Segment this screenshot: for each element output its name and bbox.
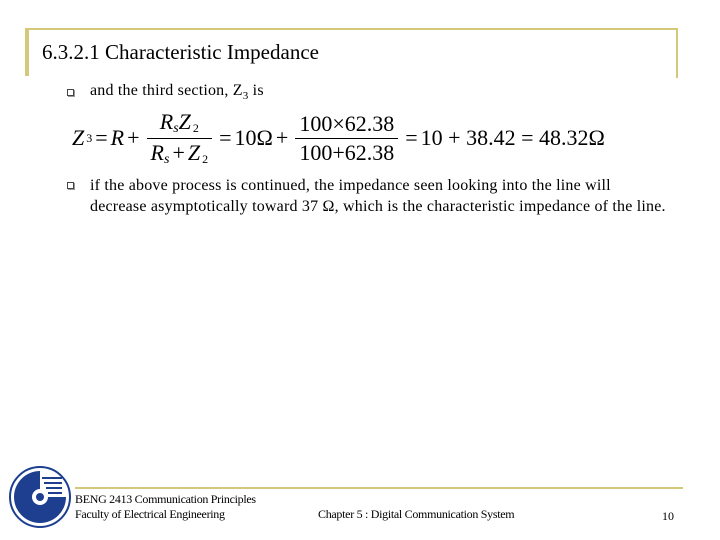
- fraction-2-numerator: 100×62.38: [299, 110, 395, 136]
- formula-term-10-ohm: 10Ω: [234, 125, 273, 150]
- fraction-1-denominator: Rs + Z 2: [147, 138, 213, 168]
- slide-title: 6.3.2.1 Characteristic Impedance: [42, 40, 319, 64]
- fraction-2-denominator: 100+62.38: [295, 138, 398, 166]
- bullet-1-text-start: and the third section, Z: [90, 82, 243, 99]
- formula-plus-2: +: [275, 125, 289, 150]
- university-logo-icon: [8, 465, 72, 529]
- bullet-1-text-end: is: [248, 82, 264, 99]
- bullet-1-subscript: 3: [242, 90, 249, 103]
- bullet-2-line-2: decrease asymptotically toward 37 Ω, which is the characteristic impedance of the line.: [90, 198, 666, 215]
- formula-fraction-1: [147, 109, 213, 168]
- fraction-1-numerator: RsZ 2: [159, 108, 199, 136]
- formula-fraction-2: [295, 111, 398, 166]
- formula-equals: =: [95, 125, 108, 150]
- impedance-formula: [72, 108, 605, 168]
- formula-r: R: [110, 125, 125, 150]
- formula-equals-2: =: [219, 125, 232, 150]
- formula-plus: +: [127, 125, 140, 150]
- formula-equals-3: =: [405, 125, 418, 150]
- formula-z: Z: [72, 125, 85, 150]
- page-number: 10: [662, 509, 674, 523]
- footer-faculty: Faculty of Electrical Engineering: [75, 507, 225, 521]
- footer-course-info: [75, 492, 256, 522]
- formula-result: 10 + 38.42 = 48.32Ω: [420, 125, 605, 150]
- footer-chapter: Chapter 5 : Digital Communication System: [318, 507, 515, 521]
- formula-z-subscript: 3: [86, 130, 93, 145]
- footer-course: BENG 2413 Communication Principles: [75, 492, 256, 506]
- bullet-text-2: [90, 175, 666, 217]
- bullet-text-1: [90, 82, 264, 102]
- bullet-square-icon: [67, 89, 74, 96]
- title-accent-bar: [25, 28, 29, 76]
- footer-divider: [75, 487, 683, 489]
- bullet-2-line-1: if the above process is continued, the impedance seen looking into the line will: [90, 177, 611, 194]
- bullet-square-icon: [67, 182, 74, 189]
